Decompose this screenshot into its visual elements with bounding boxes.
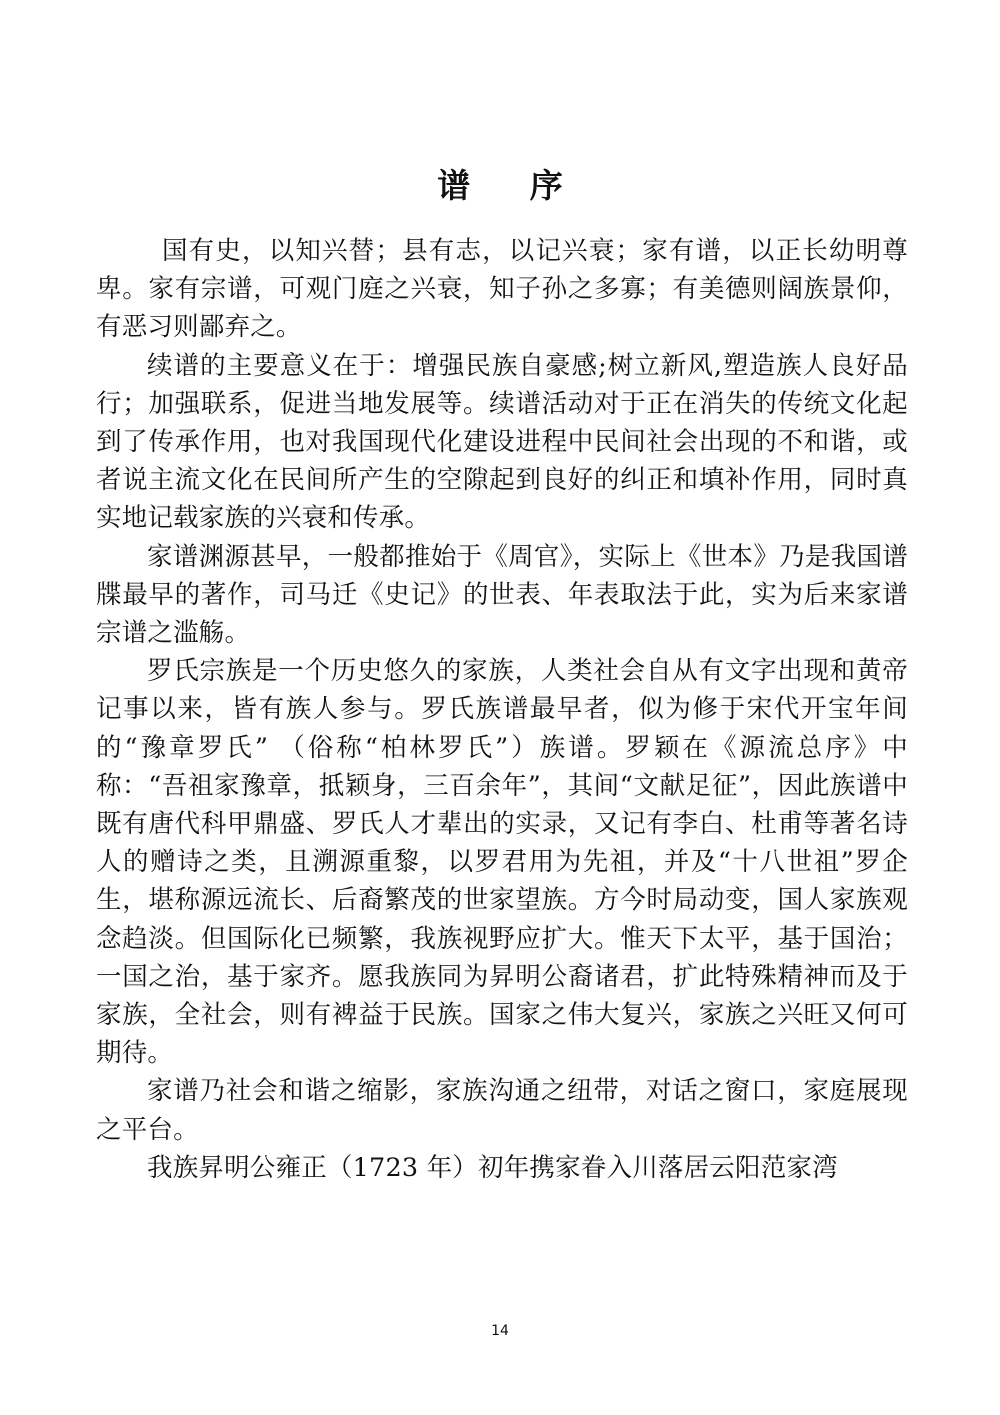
paragraph-1: 国有史，以知兴替；县有志，以记兴衰；家有谱，以正长幼明尊卑。家有宗谱，可观门庭之兴衰，知子孙之多寡；有美德则阔族景仰，有恶习则鄙弃之。 xyxy=(96,236,908,343)
page-number: 14 xyxy=(491,1323,509,1339)
paragraph-3: 家谱渊源甚早，一般都推始于《周官》，实际上《世本》乃是我国谱牒最早的著作，司马迁《史记》的世表、年表取法于此，实为后来家谱宗谱之滥觞。 xyxy=(96,541,908,649)
body-text xyxy=(96,232,908,1187)
paragraph-2: 续谱的主要意义在于：增强民族自豪感;树立新风,塑造族人良好品行；加强联系，促进当地发展等。续谱活动对于正在消失的传统文化起到了传承作用，也对我国现代化建设进程中民间社会出现的不和谐，或者说主流文化在民间所产生的空隙起到良好的纠正和填补作用，同时真实地记载家族的兴衰和传承。 xyxy=(96,350,908,534)
page-title: 谱 序 xyxy=(437,166,587,205)
paragraph-6: 我族昇明公雍正（1723 年）初年携家眷入川落居云阳范家湾 xyxy=(147,1152,838,1183)
paragraph-4: 罗氏宗族是一个历史悠久的家族，人类社会自从有文字出现和黄帝记事以来，皆有族人参与。罗氏族谱最早者，似为修于宋代开宝年间的“豫章罗氏” （俗称“柏林罗氏”）族谱。罗颖在《源流总序》中称：“吾祖家豫章，抵颖身，三百余年”，其间“文献足征”，因此族谱中既有唐代科甲鼎盛、罗氏人才辈出的实录，又记有李白、杜甫等著名诗人的赠诗之类，且溯源重黎，以罗君用为先祖，并及“十八世祖”罗企生，堪称源远流长、后裔繁茂的世家望族。方今时局动变，国人家族观念趋淡。但国际化已频繁，我族视野应扩大。惟天下太平，基于国治；一国之治，基于家齐。愿我族同为昇明公裔诸君，扩此特殊精神而及于家族，全社会，则有裨益于民族。国家之伟大复兴，家族之兴旺又何可期待。 xyxy=(96,656,908,1069)
paragraph-5: 家谱乃社会和谐之缩影，家族沟通之纽带，对话之窗口，家庭展现之平台。 xyxy=(96,1076,908,1145)
